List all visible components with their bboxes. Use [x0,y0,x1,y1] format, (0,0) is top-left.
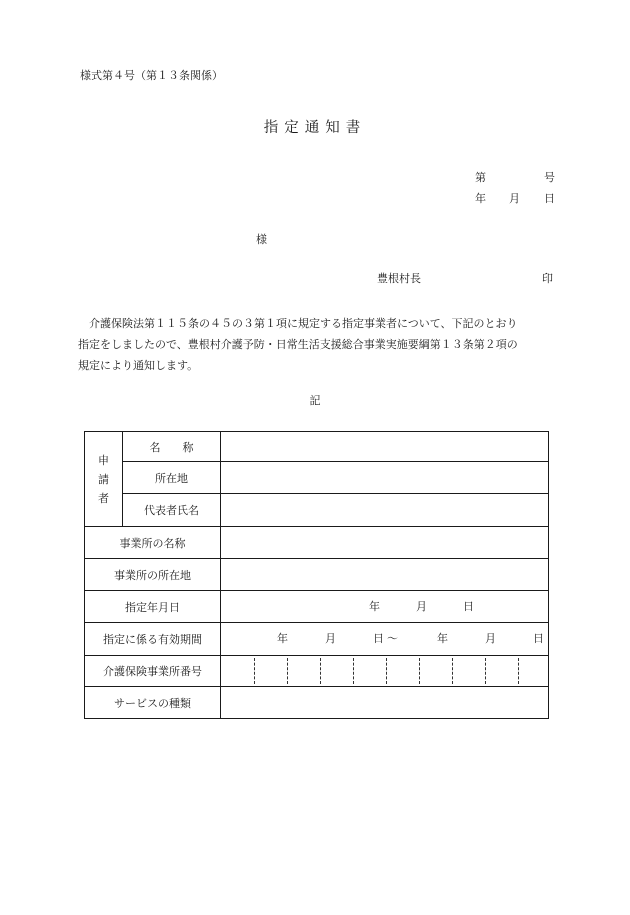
form-number: 様式第４号（第１３条関係） [80,69,223,82]
office-address-value-field[interactable] [221,559,549,591]
body-line-1: 介護保険法第１１５条の４５の３第１項に規定する指定事業者について、下記のとおり [89,317,518,330]
digit-divider [287,658,288,684]
office-address-label: 事業所の所在地 [85,559,221,591]
validity-period-label: 指定に係る有効期間 [85,623,221,656]
name-label: 名 称 [123,432,221,462]
digit-divider [419,658,420,684]
applicant-group-label: 申 請 者 [85,432,123,527]
office-number-label: 介護保険事業所番号 [85,656,221,687]
document-title: 指定通知書 [263,120,367,136]
address-value-field[interactable] [221,462,549,494]
digit-divider [386,658,387,684]
service-type-label: サービスの種類 [85,687,221,719]
issue-date-month: 月 [509,192,520,205]
validity-end-month: 月 [485,632,496,645]
designation-date-field[interactable] [221,591,549,623]
validity-separator: ～ [387,632,398,645]
body-line-2: 指定をしましたので、豊根村介護予防・日常生活支援総合事業実施要綱第１３条第２項の [78,338,518,351]
seal-mark: 印 [542,272,553,285]
issue-date-year: 年 [475,192,486,205]
service-type-value-field[interactable] [221,687,549,719]
body-line-3: 規定により通知します。 [78,359,199,372]
validity-start-year: 年 [277,632,288,645]
office-name-label: 事業所の名称 [85,527,221,559]
designation-month: 月 [416,599,427,613]
designation-table [84,431,549,719]
document-number-prefix: 第 [475,171,486,184]
digit-divider [518,658,519,684]
digit-divider [254,658,255,684]
validity-end-day: 日 [533,632,544,645]
validity-start-month: 月 [325,632,336,645]
validity-start-day: 日 [373,632,384,645]
office-name-value-field[interactable] [221,527,549,559]
addressee-honorific: 様 [256,233,267,246]
address-label: 所在地 [123,462,221,494]
issuer-name: 豊根村長 [377,272,421,285]
office-number-field[interactable] [221,656,549,687]
validity-end-year: 年 [437,632,448,645]
representative-label: 代表者氏名 [123,494,221,527]
name-value-field[interactable] [221,432,549,462]
digit-divider [320,658,321,684]
body-text [78,313,558,376]
designation-day: 日 [463,599,474,613]
designation-year: 年 [369,599,380,613]
issue-date-day: 日 [544,192,555,205]
digit-divider [452,658,453,684]
designation-date-label: 指定年月日 [85,591,221,623]
representative-value-field[interactable] [221,494,549,527]
digit-divider [485,658,486,684]
document-number-suffix: 号 [544,171,555,184]
digit-divider [353,658,354,684]
validity-period-field[interactable] [221,623,549,656]
ki-heading: 記 [309,394,321,407]
